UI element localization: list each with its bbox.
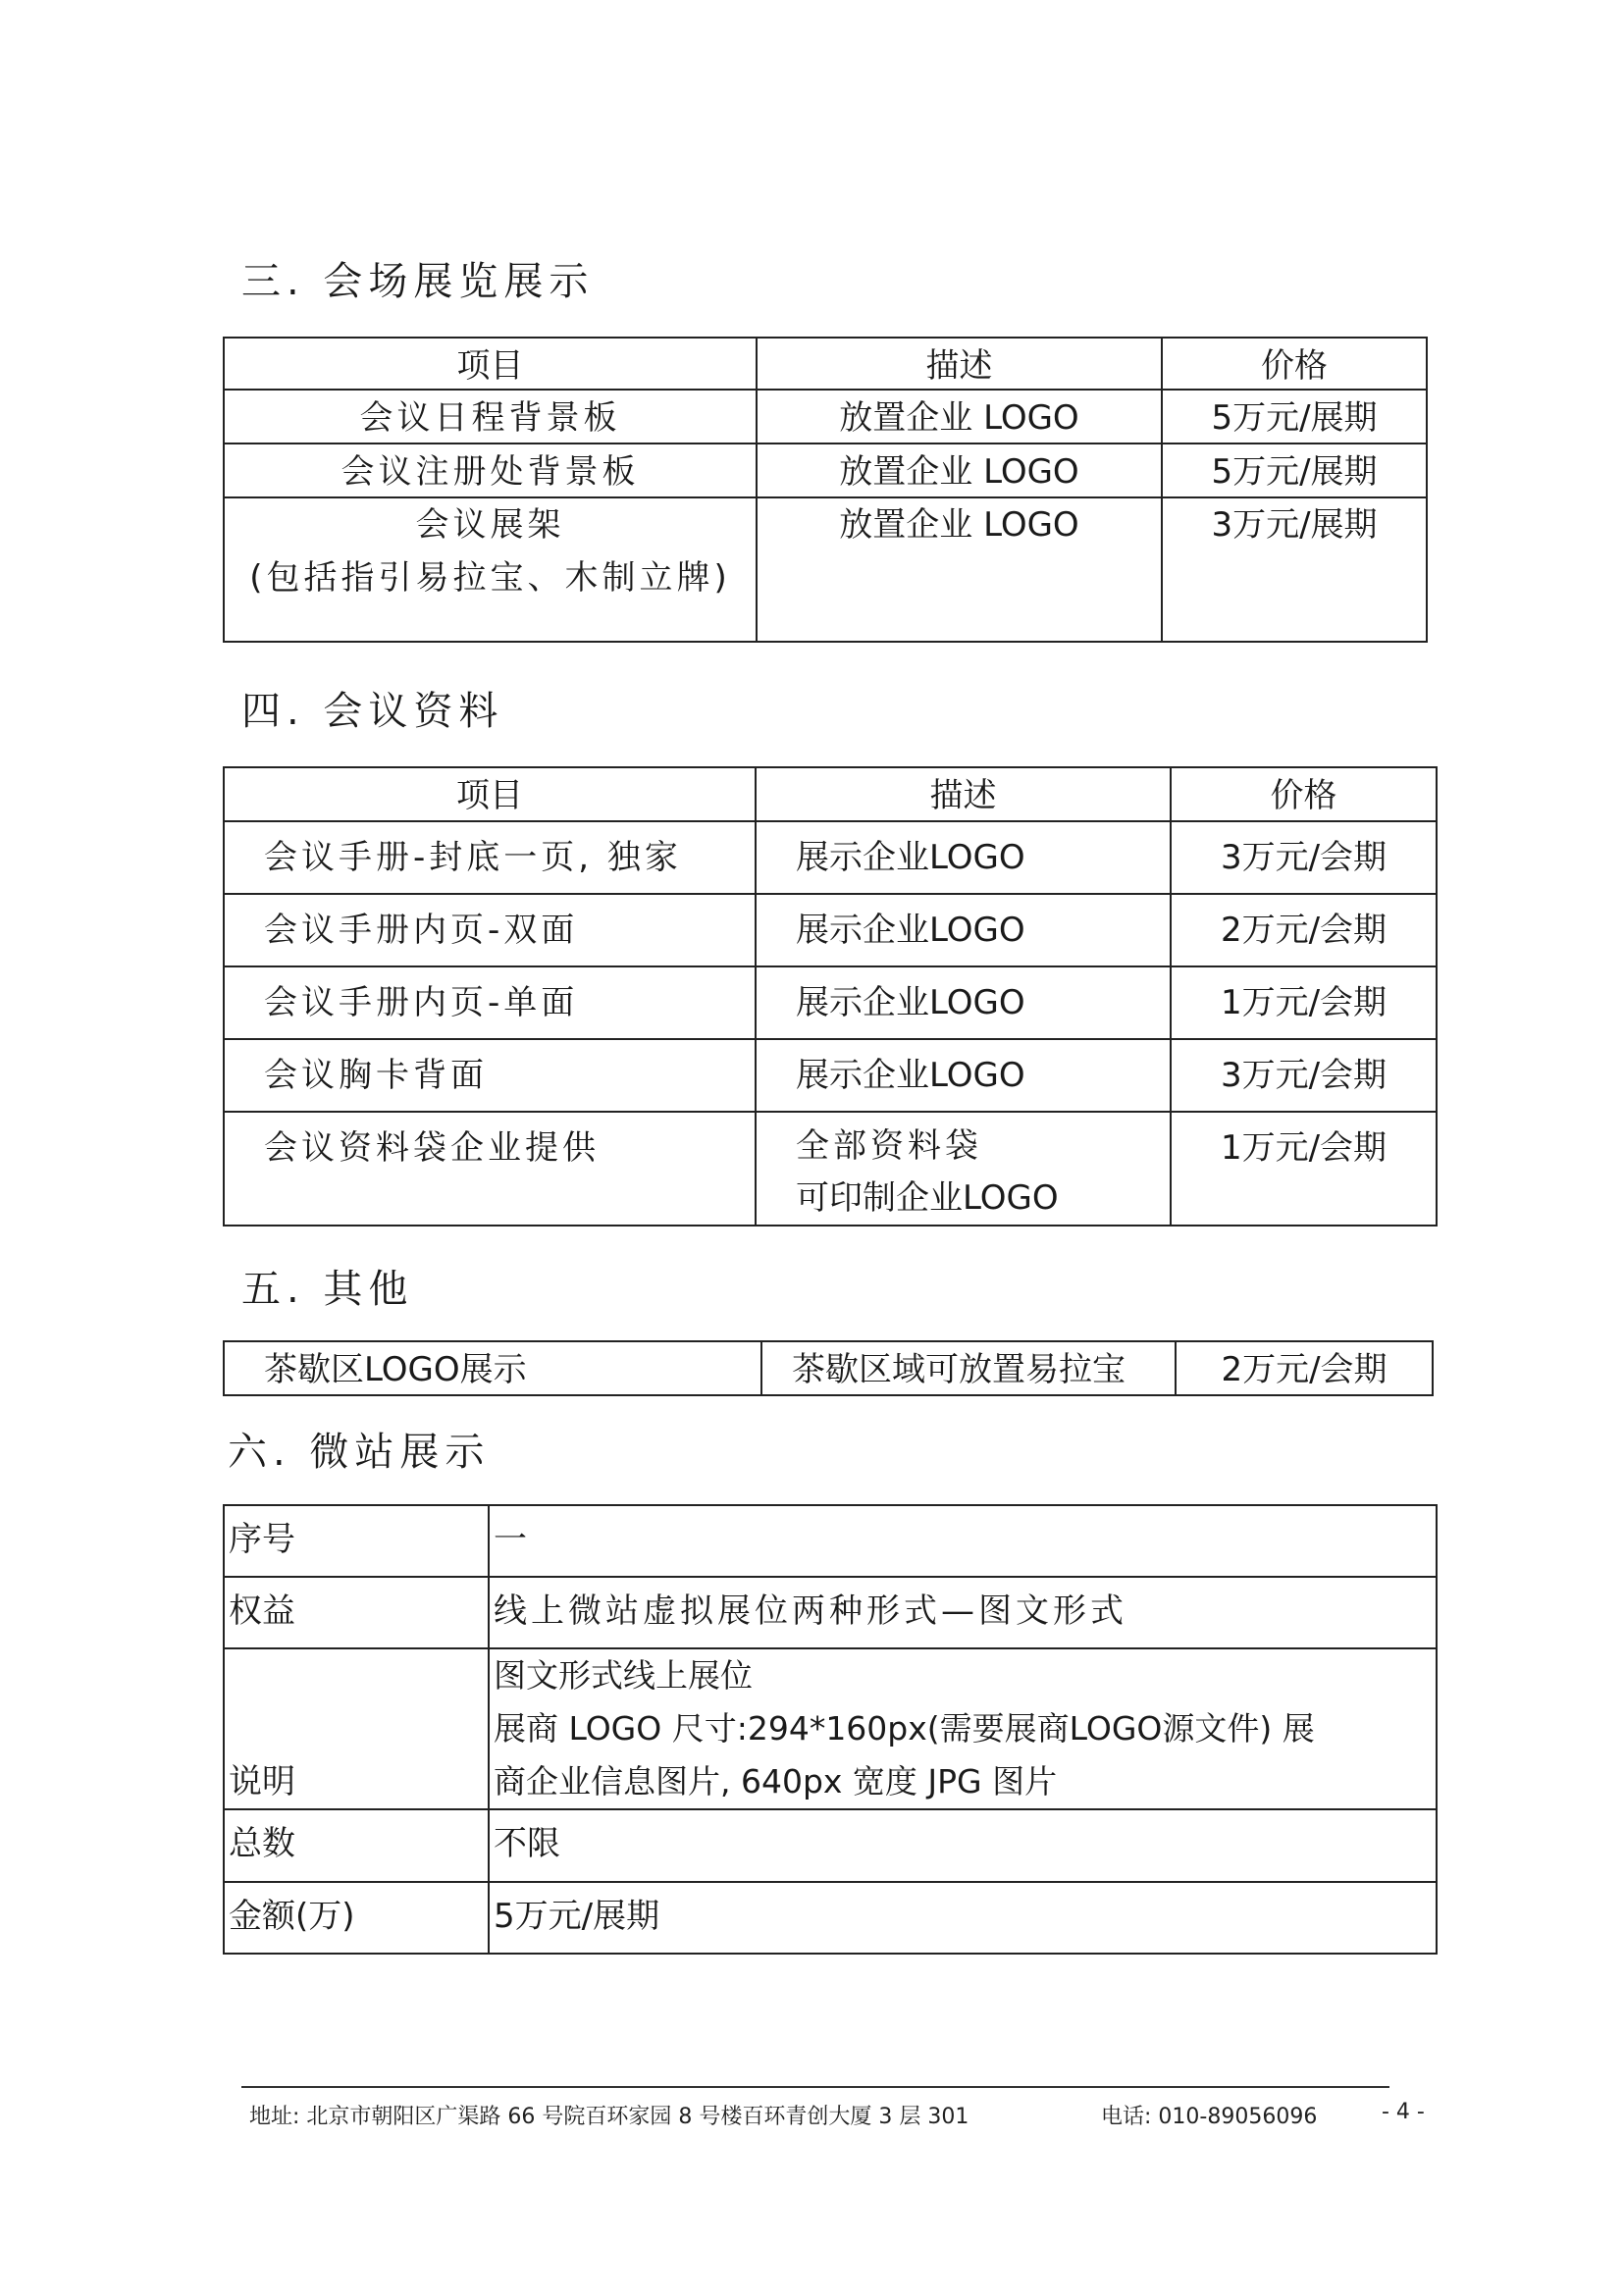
row-item: 会议手册内页-双面 — [224, 894, 756, 966]
row-value: 5万元/展期 — [489, 1882, 1437, 1954]
exhibition-table — [223, 337, 1428, 643]
row-desc — [756, 1112, 1171, 1226]
row-value-line3: 商企业信息图片, 640px 宽度 JPG 图片 — [494, 1762, 1058, 1800]
row-desc: 放置企业 LOGO — [757, 444, 1162, 497]
section-title-other: 五. 其他 — [241, 1267, 414, 1312]
row-item: 会议胸卡背面 — [224, 1039, 756, 1112]
row-desc: 放置企业 LOGO — [757, 390, 1162, 444]
materials-table — [223, 766, 1438, 1226]
table-row — [224, 966, 1437, 1039]
row-price: 5万元/展期 — [1162, 390, 1427, 444]
row-value: 不限 — [489, 1809, 1437, 1882]
table-row — [224, 1039, 1437, 1112]
row-desc: 展示企业LOGO — [756, 821, 1171, 894]
section-title-exhibition: 三. 会场展览展示 — [241, 259, 595, 304]
header-desc: 描述 — [756, 767, 1171, 821]
row-item — [224, 497, 757, 642]
table-header-row — [224, 338, 1427, 390]
row-desc: 展示企业LOGO — [756, 894, 1171, 966]
row-value-line1: 图文形式线上展位 — [494, 1656, 753, 1695]
microsite-table — [223, 1504, 1438, 1955]
table-row — [224, 1882, 1437, 1954]
table-row — [224, 894, 1437, 966]
row-item: 会议注册处背景板 — [224, 444, 757, 497]
table-row — [224, 1341, 1433, 1395]
table-header-row — [224, 767, 1437, 821]
row-item-note: (包括指引易拉宝、木制立牌) — [249, 558, 731, 598]
row-label: 权益 — [224, 1577, 489, 1648]
row-item: 会议手册内页-单面 — [224, 966, 756, 1039]
row-label: 金额(万) — [224, 1882, 489, 1954]
header-item: 项目 — [224, 338, 757, 390]
other-table — [223, 1340, 1434, 1396]
row-label: 总数 — [224, 1809, 489, 1882]
row-value — [489, 1648, 1437, 1809]
row-price: 1万元/会期 — [1171, 966, 1437, 1039]
page-number: - 4 - — [1382, 2100, 1425, 2124]
table-row — [224, 444, 1427, 497]
row-value: 线上微站虚拟展位两种形式—图文形式 — [489, 1577, 1437, 1648]
section-title-microsite: 六. 微站展示 — [228, 1430, 491, 1475]
row-item: 会议资料袋企业提供 — [224, 1112, 756, 1226]
footer-phone: 电话: 010-89056096 — [1101, 2105, 1318, 2129]
row-price: 2万元/会期 — [1171, 894, 1437, 966]
header-price: 价格 — [1171, 767, 1437, 821]
table-row — [224, 1505, 1437, 1577]
row-price: 2万元/会期 — [1176, 1341, 1433, 1395]
footer-address: 地址: 北京市朝阳区广渠路 66 号院百环家园 8 号楼百环青创大厦 3 层 301 — [249, 2105, 969, 2129]
header-item: 项目 — [224, 767, 756, 821]
row-desc-line2: 可印制企业LOGO — [796, 1178, 1059, 1218]
table-row — [224, 390, 1427, 444]
row-desc: 展示企业LOGO — [756, 1039, 1171, 1112]
table-row — [224, 1809, 1437, 1882]
header-desc: 描述 — [757, 338, 1162, 390]
row-item-label: 会议展架 — [415, 505, 565, 545]
row-desc: 放置企业 LOGO — [757, 497, 1162, 642]
table-row — [224, 1577, 1437, 1648]
table-row — [224, 497, 1427, 642]
table-row — [224, 1648, 1437, 1809]
row-desc: 茶歇区域可放置易拉宝 — [761, 1341, 1176, 1395]
table-row — [224, 821, 1437, 894]
row-desc-line1: 全部资料袋 — [796, 1126, 982, 1166]
footer-divider — [241, 2086, 1389, 2088]
row-label: 序号 — [224, 1505, 489, 1577]
row-price: 3万元/会期 — [1171, 1039, 1437, 1112]
header-price: 价格 — [1162, 338, 1427, 390]
row-item: 茶歇区LOGO展示 — [224, 1341, 761, 1395]
row-price: 3万元/展期 — [1162, 497, 1427, 642]
row-value: 一 — [489, 1505, 1437, 1577]
section-title-materials: 四. 会议资料 — [241, 689, 504, 734]
row-price: 3万元/会期 — [1171, 821, 1437, 894]
row-price: 5万元/展期 — [1162, 444, 1427, 497]
table-row — [224, 1112, 1437, 1226]
row-value-line2: 展商 LOGO 尺寸:294*160px(需要展商LOGO源文件) 展 — [494, 1709, 1315, 1748]
row-label: 说明 — [224, 1648, 489, 1809]
row-price: 1万元/会期 — [1171, 1112, 1437, 1226]
row-desc: 展示企业LOGO — [756, 966, 1171, 1039]
row-item: 会议日程背景板 — [224, 390, 757, 444]
row-item: 会议手册-封底一页, 独家 — [224, 821, 756, 894]
